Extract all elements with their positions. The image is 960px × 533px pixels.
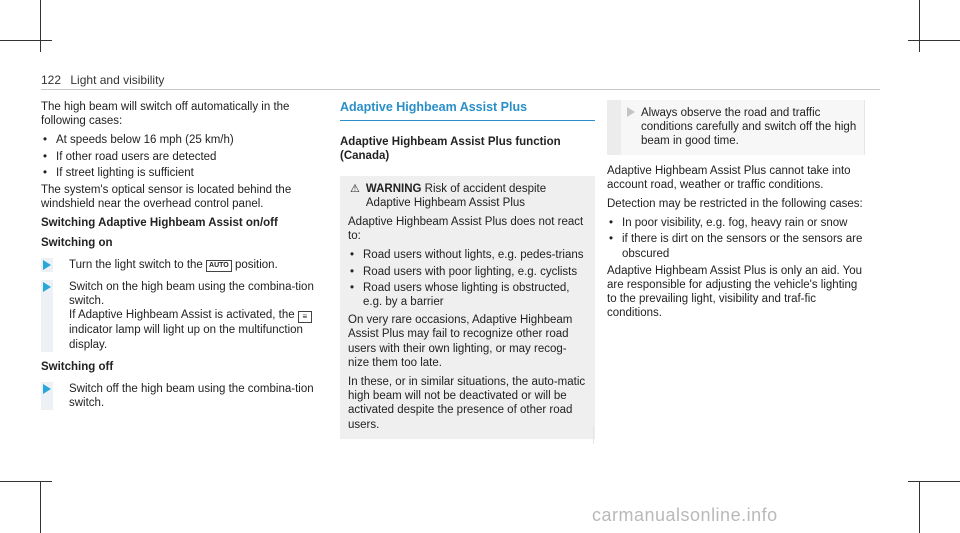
page-number: 122	[41, 73, 62, 87]
step-item	[41, 280, 326, 352]
warning-head: Risk of accident despite Adaptive Highbeam Assist Plus	[365, 182, 547, 209]
warning-box	[340, 176, 595, 439]
heading-on: Switching on	[41, 236, 113, 249]
step-text-part: If Adaptive Highbeam Assist is activated, the	[69, 309, 295, 322]
arrow-right-icon	[43, 384, 51, 394]
crop-mark	[40, 0, 41, 52]
header-divider	[41, 89, 880, 90]
list-item: • If other road users are detected	[41, 150, 326, 164]
note-text: Always observe the road and traffic conditions carefully and switch off the high beam in good time.	[641, 107, 857, 148]
warning-heading	[366, 182, 587, 210]
warning-label: WARNING	[365, 182, 422, 195]
heading-switching: Switching Adaptive Highbeam Assist on/off	[41, 217, 278, 230]
step-text: Turn the light switch to the	[69, 258, 203, 271]
highbeam-indicator-icon: ≡	[298, 311, 312, 323]
crop-mark	[908, 481, 960, 482]
left-column	[41, 100, 326, 418]
list-item: • At speeds below 16 mph (25 km/h)	[41, 133, 326, 147]
step-text-part: indicator lamp will light up on the multifunction display.	[69, 324, 303, 351]
crop-mark	[0, 40, 52, 41]
list-item: • In poor visibility, e.g. fog, heavy rain or snow	[607, 216, 865, 230]
crop-mark	[908, 40, 960, 41]
step-text: Switch on the high beam using the combina-tion switch.	[69, 281, 314, 308]
list-item: • Road users without lights, e.g. pedes-trians	[348, 248, 587, 262]
warning-header	[348, 182, 587, 210]
step-text	[69, 308, 326, 351]
section-title: Adaptive Highbeam Assist Plus	[340, 100, 528, 114]
crop-mark	[0, 481, 52, 482]
auto-icon: AUTO	[206, 260, 232, 272]
function-title: Adaptive Highbeam Assist Plus function (Canada)	[340, 136, 561, 163]
section-name: Light and visibility	[70, 73, 165, 87]
crop-mark	[919, 0, 920, 52]
arrow-right-icon	[43, 282, 51, 292]
heading-off: Switching off	[41, 360, 114, 373]
warning-text: On very rare occasions, Adaptive Highbeam Assist Plus may fail to recognize other road users with their own lighting, or may recog-nize them too late.	[348, 314, 573, 369]
warning-icon: ⚠	[350, 182, 360, 195]
crop-mark	[919, 481, 920, 533]
sensor-text: The system's optical sensor is located behind the windshield near the overhead control panel.	[41, 184, 292, 211]
warning-intro: Adaptive Highbeam Assist Plus does not react to:	[348, 216, 584, 243]
body-text: Adaptive Highbeam Assist Plus cannot take into account road, weather or traffic conditions.	[607, 164, 851, 191]
note-box	[607, 100, 865, 155]
page-header	[41, 73, 164, 87]
crop-mark	[40, 481, 41, 533]
watermark: carmanualsonline.info	[592, 505, 778, 525]
arrow-right-icon	[43, 260, 51, 270]
body-text: Adaptive Highbeam Assist Plus is only an aid. You are responsible for adjusting the vehicle's lighting to the prevailing light, visibility and traf-fic conditions.	[607, 264, 863, 320]
section-divider	[340, 120, 595, 121]
warning-text: In these, or in similar situations, the auto-matic high beam will not be deactivated or will be activated despite the presence of other road users.	[348, 376, 586, 431]
list-item: • Road users whose lighting is obstructed, e.g. by a barrier	[348, 281, 587, 309]
arrow-right-icon	[627, 107, 635, 117]
note-bar	[607, 100, 621, 155]
intro-text: The high beam will switch off automatically in the following cases:	[41, 101, 290, 128]
middle-column	[340, 100, 595, 439]
step-item	[41, 258, 326, 272]
step-text: position.	[234, 258, 278, 271]
list-item: • If street lighting is sufficient	[41, 166, 326, 180]
list-item: • if there is dirt on the sensors or the sensors are obscured	[607, 232, 865, 260]
body-text: Detection may be restricted in the following cases:	[607, 198, 863, 211]
step-item	[41, 382, 326, 410]
right-column	[607, 100, 865, 326]
column-divider	[593, 426, 594, 444]
list-item: • Road users with poor lighting, e.g. cyclists	[348, 265, 587, 279]
step-text: Switch off the high beam using the combina-tion switch.	[69, 383, 314, 410]
